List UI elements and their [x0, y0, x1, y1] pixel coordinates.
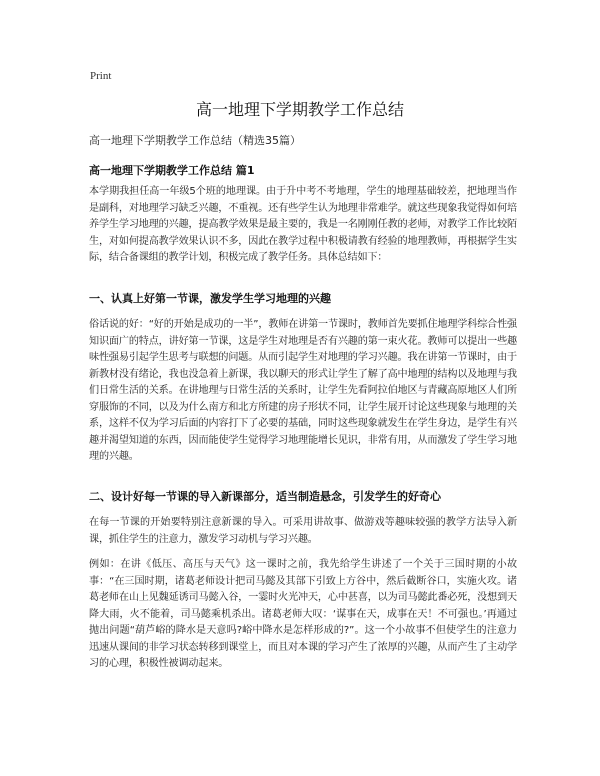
heading-one: 一、认真上好第一节课，激发学生学习地理的兴趣: [89, 292, 331, 305]
section-heading: 高一地理下学期教学工作总结 篇1: [89, 164, 255, 177]
paragraph-two: 在每一节课的开始要特别注意新课的导入。可采用讲故事、做游戏等趣味较强的教学方法导入新课，抓住学生的注意力，激发学习动机与学习兴趣。: [89, 517, 517, 545]
paragraph-three: 例如：在讲《低压、高压与天气》这一课时之前，我先给学生讲述了一个关于三国时期的小故事：“在三国时期，诸葛老师设计把司马懿及其部下引致上方谷中，然后截断谷口，实施火攻。诸葛老师在山上见魏延诱司马懿入谷，一霎时火光冲天，心中甚喜，以为司马懿此番必死，没想到天降大雨，火不能着，司马懿乘机杀出。诸葛老师大叹：‘谋事在天，成事在天！不可强也。’再通过抛出问题“葫芦峪的降水是天意吗?峪中降水是怎样形成的?”。这一个小故事不但使学生的注意力迅速从课间的非学习状态转移到课堂上，而且对本课的学习产生了浓厚的兴趣，从而产生了主动学习的心理，积极性被调动起来。: [89, 559, 517, 669]
heading-two: 二、设计好每一节课的导入新课部分，适当制造悬念，引发学生的好奇心: [89, 490, 441, 503]
paragraph-one: 俗话说的好：“好的开始是成功的一半”，教师在讲第一节课时，教师首先要抓住地理学科综合性强知识面广的特点，讲好第一节课，这是学生对地理是否有兴趣的第一束火花。教师可以提出一些趣味性强易引起学生思考与联想的问题。从而引起学生对地理的学习兴趣。我在讲第一节课时，由于新教材没有绪论，我也没急着上新课，我以聊天的形式让学生了解了高中地理的结构以及地理与我们日常生活的关系。在讲地理与日常生活的关系时，让学生先看阿拉伯地区与青藏高原地区人们所穿服饰的不同，以及为什么南方和北方所建的房子形状不同，让学生展开讨论这些现象与地理的关系，这样不仅为学习后面的内容打下了必要的基础，同时这些现象就发生在学生身边，是学生有兴趣并渴望知道的东西，因而能使学生觉得学习地理能增长见识，非常有用，从而激发了学生学习地理的兴趣。: [89, 319, 517, 462]
print-label[interactable]: Print: [90, 70, 112, 82]
document-title: 高一地理下学期教学工作总结: [195, 100, 404, 119]
intro-paragraph: 本学期我担任高一年级5个班的地理课。由于升中考不考地理，学生的地理基础较差，把地理当作是副科，对地理学习缺乏兴趣，不重视。还有些学生认为地理非常难学。就这些现象我觉得如何培养学生学习地理的兴趣，提高教学效果是最主要的，我是一名刚刚任教的老师，对教学工作比较陌生，对如何提高教学效果认识不多，因此在教学过程中积极请教有经验的地理教师，再根据学生实际，结合备课组的教学计划，积极完成了教学任务。具体总结如下：: [89, 186, 517, 263]
document-subtitle: 高一地理下学期教学工作总结（精选35篇）: [89, 134, 301, 147]
